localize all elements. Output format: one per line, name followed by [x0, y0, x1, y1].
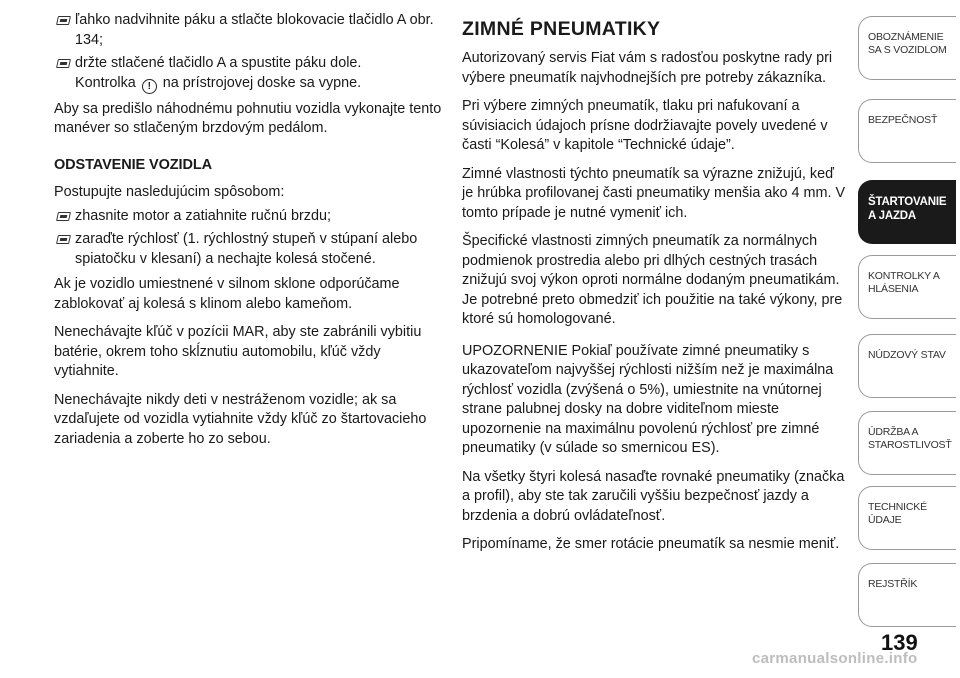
tab-rejstrik[interactable] [858, 563, 956, 627]
bullet-text: ľahko nadvihnite páku a stlačte blokovacie tlačidlo A obr. 134; [75, 12, 434, 48]
paragraph: Pripomíname, že smer rotácie pneumatík sa nesmie meniť. [462, 536, 840, 552]
bullet-item [54, 54, 444, 94]
bullet-text-cont: na prístrojovej doske sa vypne. [162, 74, 362, 91]
warning-paragraph: UPOZORNENIE Pokiaľ používate zimné pneumatiky s ukazovateľom najvyššej rýchlosti nižším než je maximálna rýchlosť vozidla (zvýšená o 5%), umiestnite na vnútornej strane palubnej dosky na dobre viditeľnom mieste upozornenie na maximálnu povolenú rýchlosť pre zimné pneumatiky (v súlade so smernicou ES). [462, 342, 834, 456]
bullet-item [54, 230, 444, 269]
paragraph: Zimné vlastnosti týchto pneumatík sa výrazne znižujú, keď je hrúbka profilovanej časti pneumatiky menšia ako 4 mm. V tomto prípade je nutné vymeniť ich. [462, 165, 846, 221]
tab-udrzba[interactable] [858, 411, 956, 475]
paragraph: Aby sa predišlo náhodnému pohnutiu vozidla vykonajte tento manéver so stlačeným brzdovým pedálom. [54, 100, 442, 136]
paragraph: Na všetky štyri kolesá nasaďte rovnaké pneumatiky (značka a profil), aby ste tak zaručili vyššiu bezpečnosť jazdy a brzdenia a dobrú ovládateľnosť. [462, 468, 845, 524]
bullet-text-cont: Kontrolka [75, 74, 136, 91]
paragraph: Nenechávajte nikdy deti v nestráženom vozidle; ak sa vzdaľujete od vozidla vytiahnite vždy kľúč zo štartovacieho zariadenia a zoberte ho zo sebou. [54, 391, 427, 447]
tab-label: KONTROLKY A HLÁSENIA [868, 270, 940, 295]
tab-technicke-udaje[interactable] [858, 486, 956, 550]
tab-label: ŠTARTOVANIE A JAZDA [868, 196, 947, 222]
page-number: 139 [881, 630, 918, 655]
bullet-icon [56, 16, 71, 25]
section-title: ZIMNÉ PNEUMATIKY [462, 18, 661, 40]
bullet-icon [56, 235, 71, 244]
paragraph: Postupujte nasledujúcim spôsobom: [54, 184, 285, 200]
bullet-item [54, 11, 444, 50]
bullet-text: zaraďte rýchlosť (1. rýchlostný stupeň v stúpaní alebo spiatočku v klesaní) a nechajte kolesá stočené. [75, 231, 418, 267]
bullet-text: zhasnite motor a zatiahnite ručnú brzdu; [75, 207, 331, 224]
tab-label: NÚDZOVÝ STAV [868, 349, 946, 361]
tab-startovanie-active[interactable] [858, 180, 956, 244]
tab-label: TECHNICKÉ ÚDAJE [868, 501, 927, 526]
right-column [462, 0, 847, 564]
tab-label: REJSTŘÍK [868, 578, 918, 590]
tab-label: OBOZNÁMENIE SA S VOZIDLOM [868, 31, 947, 56]
section-heading: ODSTAVENIE VOZIDLA [54, 156, 212, 173]
left-column [54, 0, 444, 458]
bullet-text: držte stlačené tlačidlo A a spustite páku dole. [75, 55, 362, 71]
bullet-icon [56, 212, 71, 221]
paragraph: Ak je vozidlo umiestnené v silnom sklone odporúčame zablokovať aj kolesá s klinom alebo kameňom. [54, 276, 400, 312]
tab-label: BEZPEČNOSŤ [868, 114, 938, 126]
paragraph: Nenechávajte kľúč v pozícii MAR, aby ste zabránili vybitiu batérie, okrem toho skĺznutiu automobilu, kľúč vždy vytiahnite. [54, 324, 422, 379]
paragraph: Špecifické vlastnosti zimných pneumatík za normálnych podmienok prostredia alebo pri dlhých cestných trasách znižujú svoj výkon oproti normálne dodaným pneumatikám. Je potrebné preto obmedziť ich použitie na také výkony, pre ktoré sú homologované. [462, 233, 843, 327]
paragraph: Autorizovaný servis Fiat vám s radosťou poskytne rady pri výbere pneumatík najvhodnejších pre potreby zákazníka. [462, 50, 833, 86]
warning-light-icon: ! [142, 79, 157, 94]
paragraph: Pri výbere zimných pneumatík, tlaku pri nafukovaní a súvisiacich údajoch prísne dodržiavajte povely uvedené v časti “Kolesá” v kapitole “Technické údaje”. [462, 98, 828, 153]
tab-kontrolky[interactable] [858, 255, 956, 319]
bullet-item [54, 207, 444, 227]
tab-nudzovy-stav[interactable] [858, 334, 956, 398]
tab-label: ÚDRŽBA A STAROSTLIVOSŤ [868, 426, 952, 451]
tab-oboznamenie[interactable] [858, 16, 956, 80]
watermark: carmanualsonline.info [752, 650, 918, 667]
tab-bezpecnost[interactable] [858, 99, 956, 163]
chapter-tabs [858, 0, 960, 678]
bullet-icon [56, 59, 71, 68]
